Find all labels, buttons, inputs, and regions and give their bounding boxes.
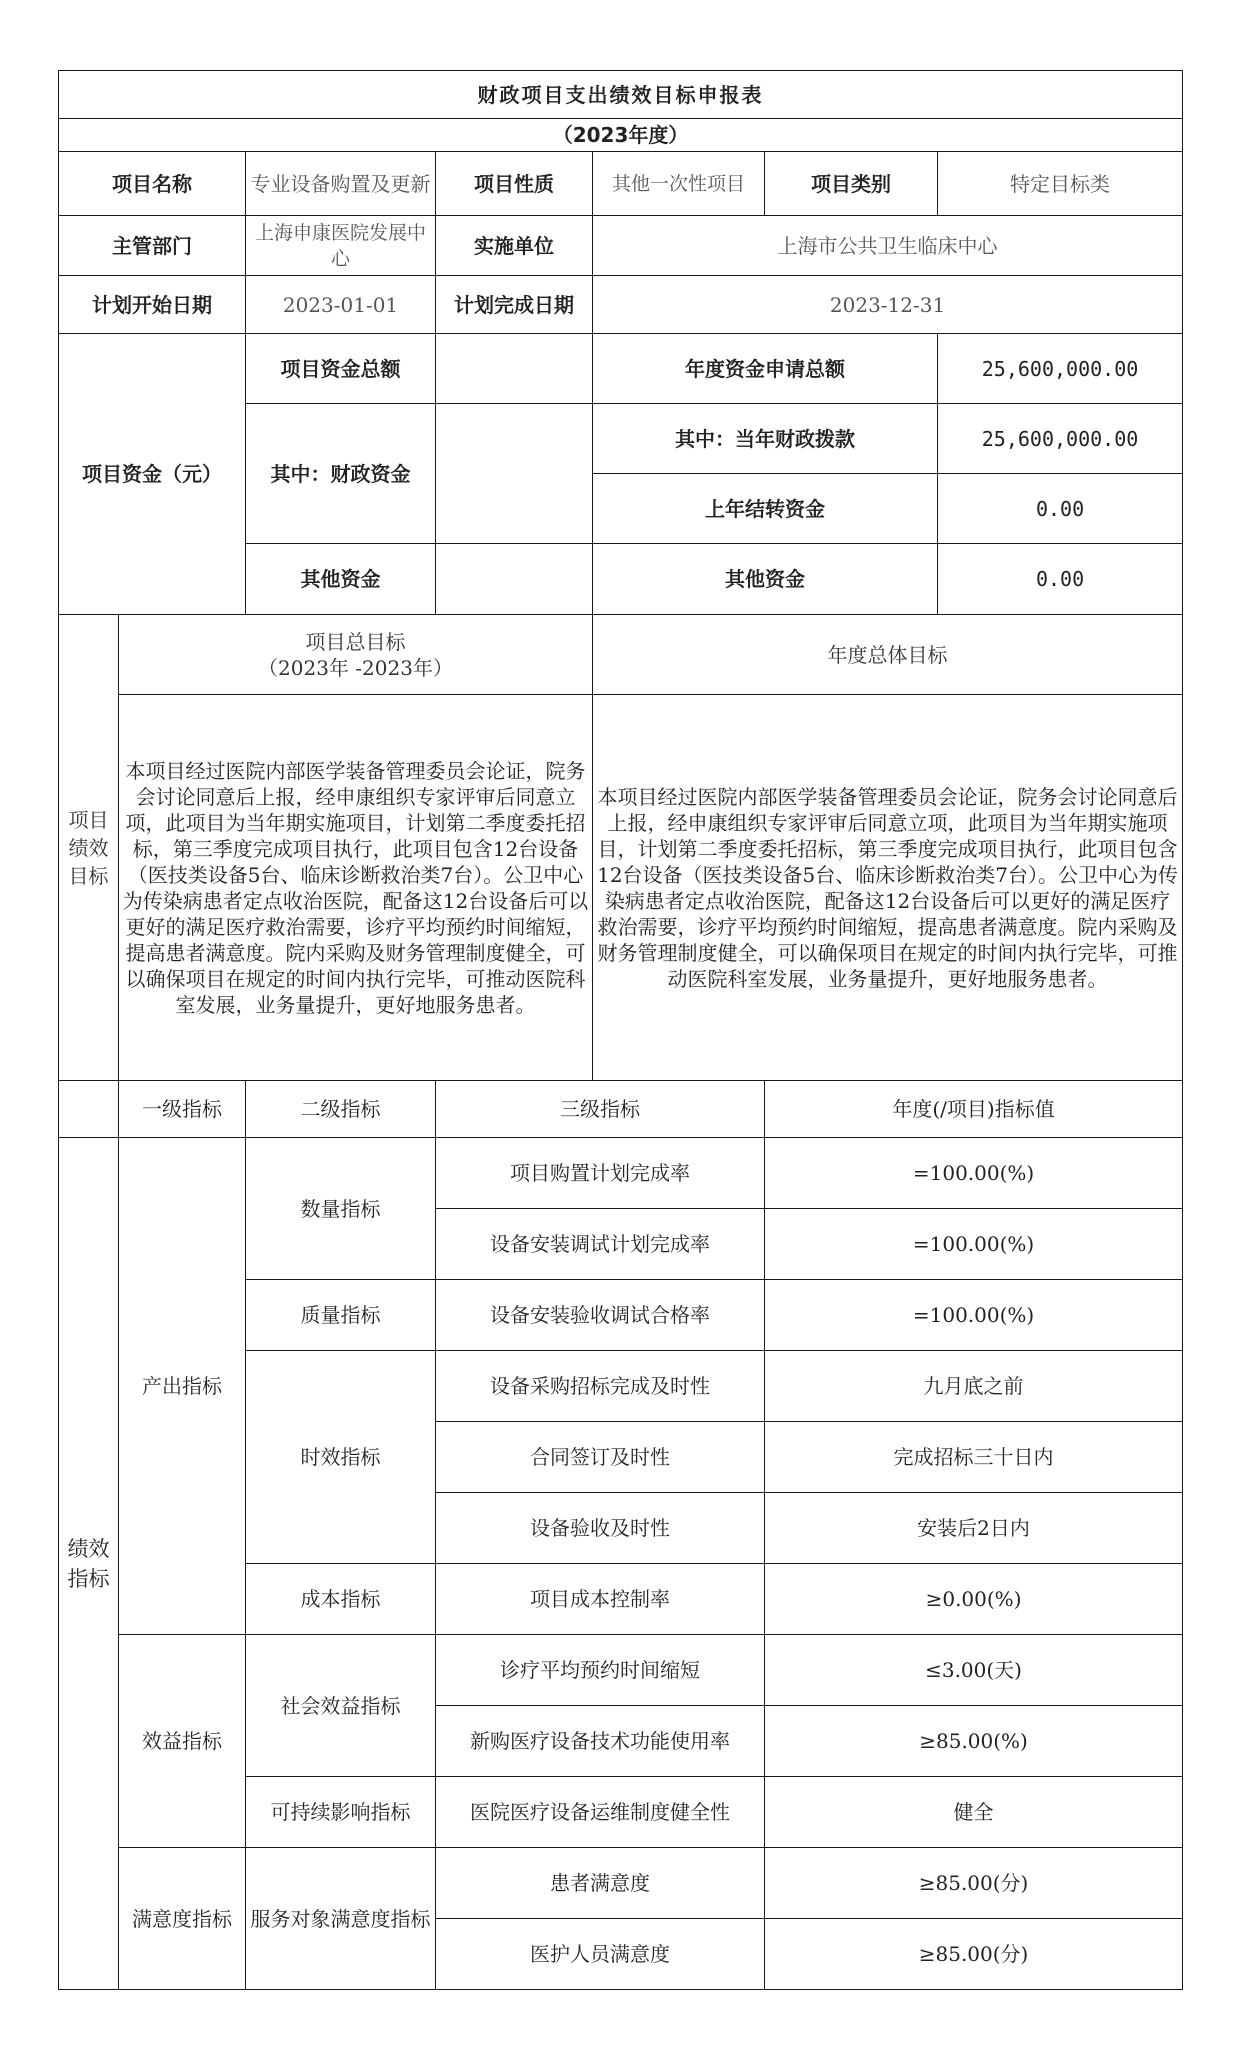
performance-goals-label: 项目绩效目标 [59,615,119,1081]
indicator-name: 诊疗平均预约时间缩短 [436,1635,765,1706]
header-level3: 三级指标 [436,1081,765,1138]
overall-goal-text: 本项目经过医院内部医学装备管理委员会论证，院务会讨论同意后上报，经申康组织专家评审后同意立项，此项目为当年期实施项目，计划第二季度委托招标，第三季度完成项目执行，此项目包含12台设备（医技类设备5台、临床诊断救治类7台）。公卫中心为传染病患者定点收治医院，配备这12台设备后可以更好的满足医疗救治需要，诊疗平均预约时间缩短，提高患者满意度。院内采购及财务管理制度健全，可以确保项目在规定的时间内执行完毕，可推动医院科室发展，业务量提升，更好地服务患者。 [119,695,593,1081]
indicator-name: 合同签订及时性 [436,1422,765,1493]
project-category-label: 项目类别 [765,152,938,216]
indicator-value: 完成招标三十日内 [765,1422,1183,1493]
carryover-value: 0.00 [938,474,1183,544]
implementing-unit-value: 上海市公共卫生临床中心 [593,216,1183,276]
funds-total-value [436,334,593,404]
header-target-value: 年度(/项目)指标值 [765,1081,1183,1138]
annual-total-label: 年度资金申请总额 [593,334,938,404]
header-level2: 二级指标 [246,1081,436,1138]
indicator-name: 项目成本控制率 [436,1564,765,1635]
indicator-name: 设备安装验收调试合格率 [436,1280,765,1351]
l2-sustainable-impact: 可持续影响指标 [246,1777,436,1848]
plan-start-value: 2023-01-01 [246,276,436,334]
indicator-name: 设备验收及时性 [436,1493,765,1564]
project-nature-label: 项目性质 [436,152,593,216]
indicator-name: 患者满意度 [436,1848,765,1919]
project-nature-value: 其他一次性项目 [593,152,765,216]
l1-benefit: 效益指标 [119,1635,246,1848]
l2-social-benefit: 社会效益指标 [246,1635,436,1777]
annual-total-value: 25,600,000.00 [938,334,1183,404]
l2-service-satisfaction: 服务对象满意度指标 [246,1848,436,1990]
performance-target-form [58,70,1183,1990]
project-funds-label-text: 项目资金（元） [82,462,222,486]
l1-output: 产出指标 [119,1138,246,1635]
indicator-name: 医院医疗设备运维制度健全性 [436,1777,765,1848]
indicator-name: 设备安装调试计划完成率 [436,1209,765,1280]
overall-goal-header [119,615,593,695]
annual-other-value: 0.00 [938,544,1183,615]
project-funds-label [59,334,246,615]
indicator-value: ≤3.00(天) [765,1635,1183,1706]
indicator-value: =100.00(%) [765,1138,1183,1209]
annual-other-label: 其他资金 [593,544,938,615]
l2-quality: 质量指标 [246,1280,436,1351]
plan-start-label: 计划开始日期 [59,276,246,334]
project-name-label: 项目名称 [59,152,246,216]
overall-goal-period: （2023年 -2023年） [258,655,453,680]
indicator-name: 项目购置计划完成率 [436,1138,765,1209]
supervising-dept-value: 上海申康医院发展中心 [246,216,436,276]
indicator-value: =100.00(%) [765,1209,1183,1280]
l2-timeliness: 时效指标 [246,1351,436,1564]
funds-fiscal-value [436,404,593,544]
plan-end-label: 计划完成日期 [436,276,593,334]
funds-total-label: 项目资金总额 [246,334,436,404]
l2-quantity: 数量指标 [246,1138,436,1280]
form-title: 财政项目支出绩效目标申报表 [59,71,1183,119]
indicator-header-blank [59,1081,119,1138]
indicator-value: ≥85.00(%) [765,1706,1183,1777]
project-category-value: 特定目标类 [938,152,1183,216]
indicator-value: ≥85.00(分) [765,1919,1183,1990]
project-name-value: 专业设备购置及更新 [246,152,436,216]
indicator-value: ≥85.00(分) [765,1848,1183,1919]
indicator-value: 九月底之前 [765,1351,1183,1422]
carryover-label: 上年结转资金 [593,474,938,544]
supervising-dept-label: 主管部门 [59,216,246,276]
funds-other-value [436,544,593,615]
indicator-value: =100.00(%) [765,1280,1183,1351]
indicator-value: 健全 [765,1777,1183,1848]
annual-fiscal-label: 其中：当年财政拨款 [593,404,938,474]
indicator-name: 设备采购招标完成及时性 [436,1351,765,1422]
indicator-name: 新购医疗设备技术功能使用率 [436,1706,765,1777]
l1-satisfaction: 满意度指标 [119,1848,246,1990]
annual-goal-header: 年度总体目标 [593,615,1183,695]
annual-goal-text: 本项目经过医院内部医学装备管理委员会论证，院务会讨论同意后上报，经申康组织专家评审后同意立项，此项目为当年期实施项目，计划第二季度委托招标，第三季度完成项目执行，此项目包含12台设备（医技类设备5台、临床诊断救治类7台）。公卫中心为传染病患者定点收治医院，配备这12台设备后可以更好的满足医疗救治需要，诊疗平均预约时间缩短，提高患者满意度。院内采购及财务管理制度健全，可以确保项目在规定的时间内执行完毕，可推动医院科室发展，业务量提升，更好地服务患者。 [593,695,1183,1081]
l2-cost: 成本指标 [246,1564,436,1635]
overall-goal-title: 项目总目标 [305,629,406,654]
funds-other-label: 其他资金 [246,544,436,615]
plan-end-value: 2023-12-31 [593,276,1183,334]
indicator-name: 医护人员满意度 [436,1919,765,1990]
header-level1: 一级指标 [119,1081,246,1138]
funds-fiscal-label: 其中：财政资金 [246,404,436,544]
implementing-unit-label: 实施单位 [436,216,593,276]
indicators-label: 绩效指标 [59,1138,119,1990]
indicator-value: 安装后2日内 [765,1493,1183,1564]
indicator-value: ≥0.00(%) [765,1564,1183,1635]
annual-fiscal-value: 25,600,000.00 [938,404,1183,474]
form-year: （2023年度） [59,119,1183,152]
